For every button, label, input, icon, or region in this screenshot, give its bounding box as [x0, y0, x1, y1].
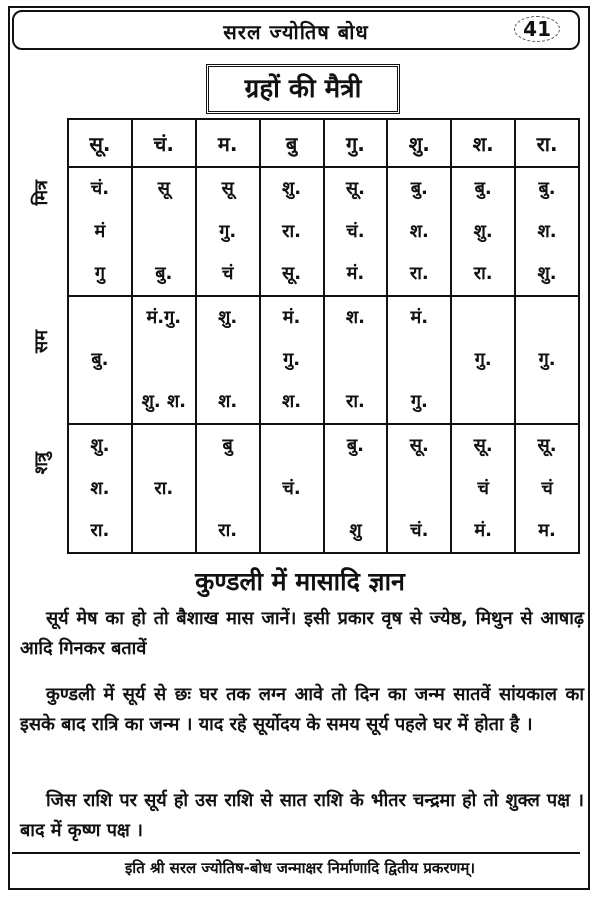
row-label-sam: सम [31, 330, 52, 353]
table-row-shatru [68, 424, 579, 553]
table-cell: चं. मं गु [68, 167, 132, 296]
table-cell: बु. श. शु. [515, 167, 579, 296]
table-cell: सू. चं मं. [451, 424, 515, 553]
paragraph-birth-time: कुण्डली में सूर्य से छः घर तक लग्न आवे तो दिन का जन्म सातवें सांयकाल का इसके बाद रात्रि का जन्म । याद रहे सूर्योदय के समय सूर्य पहले घर में होता है । [20, 684, 584, 735]
page-header [12, 10, 580, 50]
page-number: 41 [514, 16, 560, 42]
planet-friendship-table-wrapper [67, 118, 580, 554]
column-header: रा. [515, 119, 579, 167]
column-header: म. [196, 119, 260, 167]
paragraph-month: सूर्य मेष का हो तो बैशाख मास जानें। इसी प्रकार वृष से ज्येष्ठ, मिथुन से आषाढ़ आदि गिनकर बतावें [20, 608, 584, 659]
column-header: चं. [132, 119, 196, 167]
table-cell: सू. चं. मं. [324, 167, 388, 296]
table-row-sam [68, 296, 579, 425]
table-cell: चं. [260, 424, 324, 553]
paragraph-paksha: जिस राशि पर सूर्य हो उस राशि से सात राशि के भीतर चन्द्रमा हो तो शुक्ल पक्ष । बाद में कृष्ण पक्ष । [20, 790, 584, 841]
row-label-mitra: मित्र [31, 180, 52, 206]
column-header: श. [451, 119, 515, 167]
row-label-shatru: शत्रु [31, 452, 52, 475]
table-cell: सू गु. चं [196, 167, 260, 296]
table-cell: गु. [515, 296, 579, 425]
table-cell: शु. श. रा. [68, 424, 132, 553]
column-header: बु [260, 119, 324, 167]
table-cell: गु. [451, 296, 515, 425]
footer-divider [12, 852, 580, 854]
table-cell: बु. शु. रा. [451, 167, 515, 296]
table-row-mitra [68, 167, 579, 296]
table-cell: शु. श. [196, 296, 260, 425]
column-header: गु. [324, 119, 388, 167]
table-cell: मं. गु. [387, 296, 451, 425]
table-cell: बु. श. रा. [387, 167, 451, 296]
table-cell: बु रा. [196, 424, 260, 553]
table-cell: सू. चं म. [515, 424, 579, 553]
table-heading: ग्रहों की मैत्री [206, 64, 400, 114]
chapter-colophon: इति श्री सरल ज्योतिष-बोध जन्माक्षर निर्माणादि द्वितीय प्रकरणम्। [124, 859, 476, 877]
table-cell: सू बु. [132, 167, 196, 296]
table-cell: रा. [132, 424, 196, 553]
column-header: शु. [387, 119, 451, 167]
book-title: सरल ज्योतिष बोध [223, 20, 369, 44]
table-cell: मं.गु. शु. श. [132, 296, 196, 425]
table-cell: बु. [68, 296, 132, 425]
table-cell: शु. रा. सू. [260, 167, 324, 296]
table-cell: सू. चं. [387, 424, 451, 553]
table-header-row [68, 119, 579, 167]
column-header: सू. [68, 119, 132, 167]
table-cell: मं. गु. श. [260, 296, 324, 425]
planet-friendship-table [67, 118, 580, 554]
table-cell: बु. शु [324, 424, 388, 553]
table-cell: श. रा. [324, 296, 388, 425]
section-title: कुण्डली में मासादि ज्ञान [195, 567, 405, 596]
